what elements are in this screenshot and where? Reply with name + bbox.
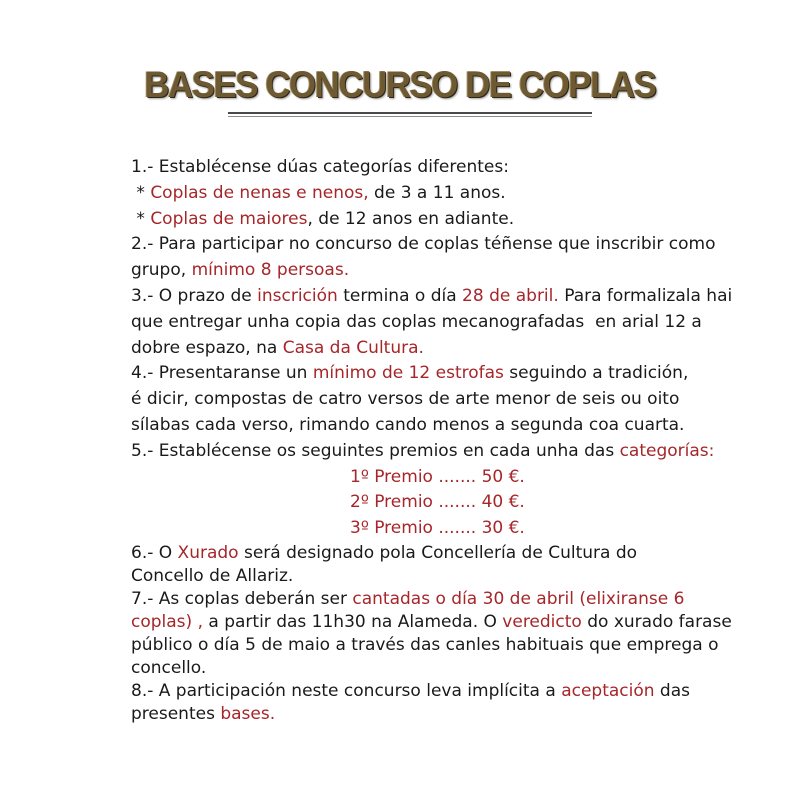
text-segment: Para formalizala hai — [558, 285, 733, 306]
title-container — [0, 62, 800, 108]
text-segment: Concello de Allariz. — [131, 565, 294, 586]
text-segment: 4.- Presentaranse un — [131, 363, 313, 384]
highlighted-text: mínimo de 12 estrofas — [312, 363, 504, 384]
rule-line — [131, 413, 771, 439]
prize-list — [131, 465, 771, 542]
rule-line — [131, 207, 771, 233]
text-segment: seguindo a tradición, — [503, 363, 689, 384]
text-segment: grupo, — [131, 260, 192, 281]
page-title: BASES CONCURSO DE COPLAS — [144, 64, 656, 105]
rule-line — [131, 310, 771, 336]
rule-line — [131, 361, 771, 387]
text-segment: 1.- Establécense dúas categorías diferentes: — [131, 157, 509, 177]
rule-r8 — [131, 680, 771, 726]
highlighted-text: 1º Premio ....... 50 €. — [350, 466, 525, 487]
text-segment: presentes — [131, 703, 221, 724]
highlighted-text: 3º Premio ....... 30 €. — [350, 518, 525, 539]
prize-line — [131, 490, 771, 516]
rule-line — [131, 336, 771, 362]
highlighted-text: Casa da Cultura. — [282, 337, 424, 358]
text-segment: termina o día — [337, 285, 463, 306]
highlighted-text: bases. — [220, 703, 276, 724]
text-segment: de 3 a 11 anos. — [368, 182, 506, 203]
rule-line — [131, 258, 771, 284]
text-segment: * — [131, 182, 151, 203]
rule-line — [131, 181, 771, 207]
text-segment: 8.- A participación neste concurso leva implícita a — [131, 680, 562, 701]
rule-r6 — [131, 542, 771, 588]
rules-body — [131, 155, 771, 726]
highlighted-text: coplas) , — [131, 611, 203, 632]
rule-line — [131, 657, 771, 680]
text-segment: público o día 5 de maio a través das canles habituais que emprega o — [131, 634, 719, 655]
text-segment: , de 12 anos en adiante. — [307, 208, 515, 229]
text-segment: 6.- O — [131, 542, 178, 563]
rule-r3 — [131, 284, 771, 361]
highlighted-text: Coplas de nenas e nenos, — [150, 182, 369, 203]
rule-line — [131, 232, 771, 258]
highlighted-text: categorías: — [619, 440, 715, 461]
rule-line — [131, 439, 771, 465]
text-segment: a partir das 11h30 na Alameda. O — [202, 611, 503, 632]
highlighted-text: Coplas de maiores — [150, 208, 308, 229]
rule-line — [131, 588, 771, 611]
rule-line — [131, 542, 771, 565]
rule-line — [131, 284, 771, 310]
prize-line — [131, 516, 771, 542]
text-segment: dobre espazo, na — [131, 337, 283, 358]
rule-r4 — [131, 361, 771, 438]
rule-line — [131, 703, 771, 726]
rule-r7 — [131, 588, 771, 680]
rule-line — [131, 565, 771, 588]
highlighted-text: aceptación — [561, 680, 655, 701]
rule-r1 — [131, 155, 771, 232]
text-segment: 7.- As coplas deberán ser — [131, 588, 353, 609]
text-segment: das — [654, 680, 691, 701]
text-segment: do xurado farase — [581, 611, 732, 632]
rule-line — [131, 611, 771, 634]
highlighted-text: cantadas o día 30 de abril (elixiranse 6 — [352, 588, 685, 609]
text-segment: que entregar unha copia das coplas mecanografadas en arial 12 a — [131, 311, 702, 332]
rule-line — [131, 387, 771, 413]
text-segment: concello. — [131, 657, 207, 678]
highlighted-text: veredicto — [502, 611, 582, 632]
rule-line — [131, 634, 771, 657]
text-segment: 3.- O prazo de — [131, 285, 258, 306]
rule-line — [131, 155, 771, 181]
rule-r5 — [131, 439, 771, 465]
rule-line — [131, 680, 771, 703]
text-segment: será designado pola Concellería de Cultura do — [238, 542, 638, 563]
title-underline — [228, 112, 592, 117]
rule-r2 — [131, 232, 771, 284]
highlighted-text: 2º Premio ....... 40 €. — [350, 492, 525, 513]
highlighted-text: Xurado — [177, 542, 239, 563]
text-segment: * — [131, 208, 151, 229]
text-segment: 5.- Establécense os seguintes premios en cada unha das — [131, 440, 620, 461]
prize-line — [131, 465, 771, 491]
highlighted-text: inscrición — [257, 285, 338, 306]
highlighted-text: 28 de abril. — [462, 285, 559, 306]
text-segment: 2.- Para participar no concurso de coplas téñense que inscribir como — [131, 234, 716, 255]
text-segment: é dicir, compostas de catro versos de arte menor de seis ou oito — [131, 389, 680, 410]
highlighted-text: mínimo 8 persoas. — [191, 260, 350, 281]
text-segment: sílabas cada verso, rimando cando menos a segunda coa cuarta. — [131, 414, 685, 435]
